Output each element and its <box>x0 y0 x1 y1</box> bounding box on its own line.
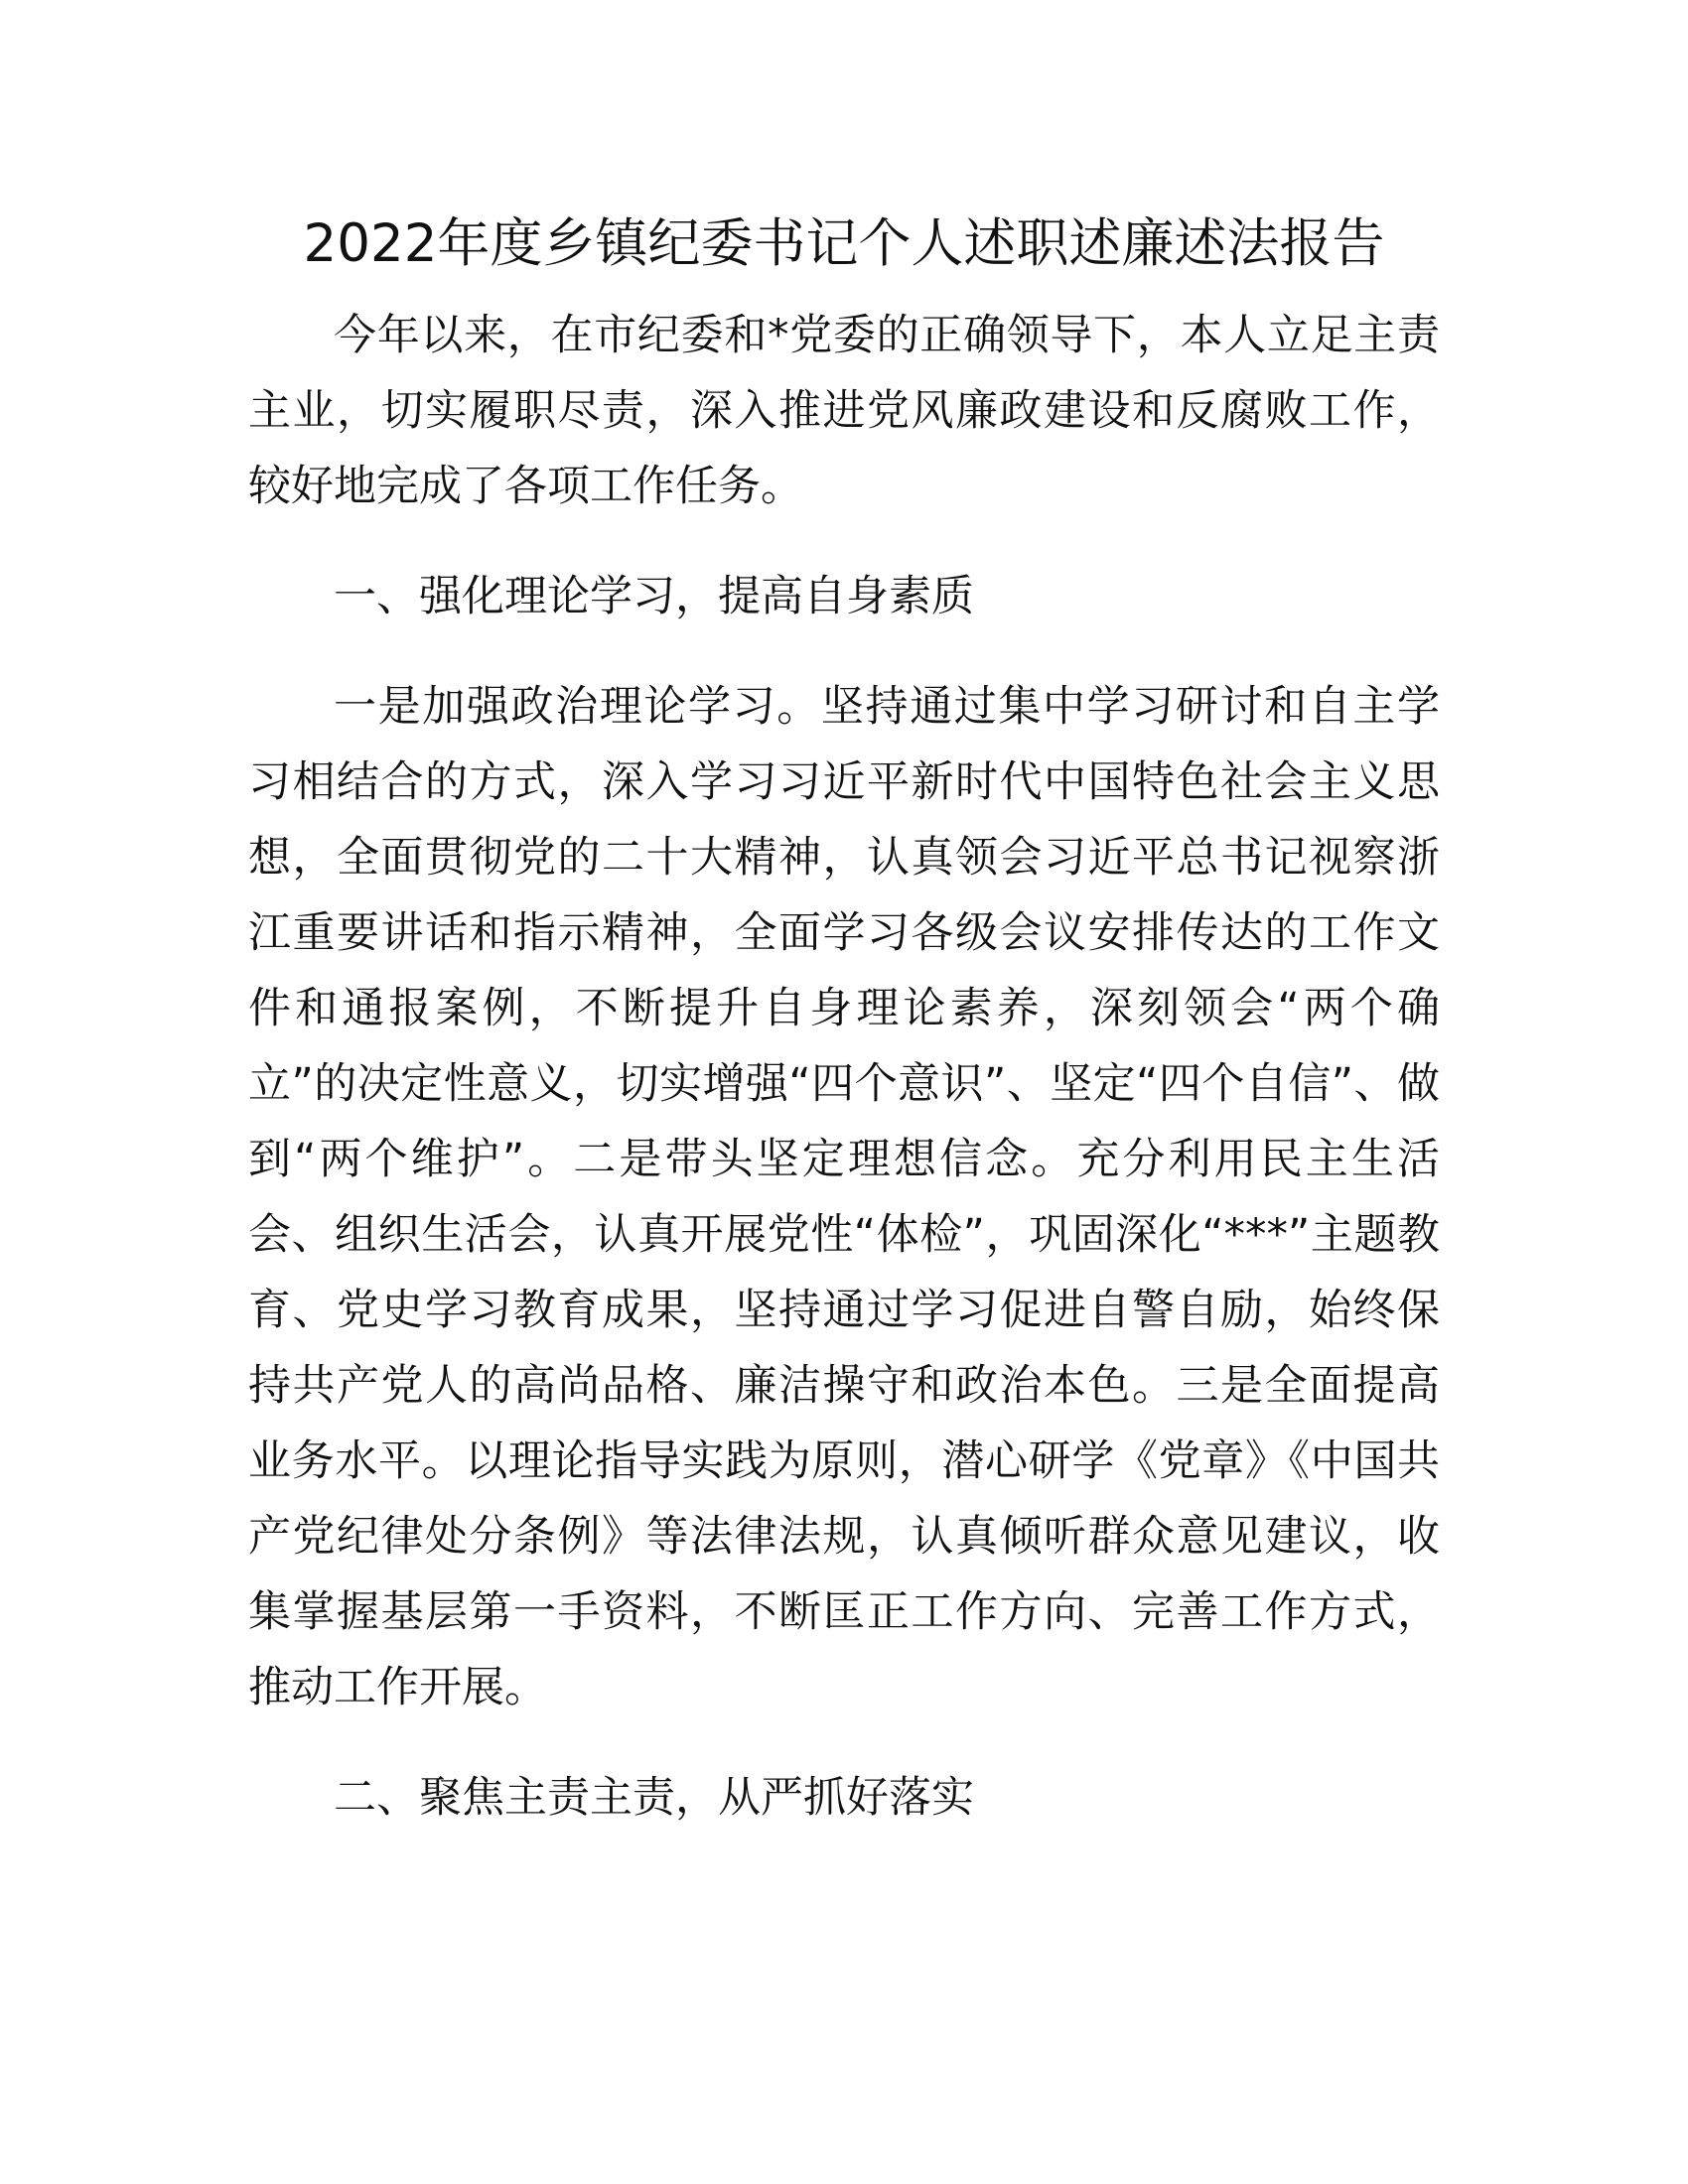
document-title: 2022年度乡镇纪委书记个人述职述廉述法报告 <box>303 213 1385 274</box>
intro-paragraph: 今年以来，在市纪委和*党委的正确领导下，本人立足主责主业，切实履职尽责，深入推进党风廉政建设和反腐败工作，较好地完成了各项工作任务。 <box>248 311 1440 511</box>
section-1-heading: 一、强化理论学习，提高自身素质 <box>334 572 974 621</box>
section-1-paragraph: 一是加强政治理论学习。坚持通过集中学习研讨和自主学习相结合的方式，深入学习习近平新时代中国特色社会主义思想，全面贯彻党的二十大精神，认真领会习近平总书记视察浙江重要讲话和指示精神，全面学习各级会议安排传达的工作文件和通报案例，不断提升自身理论素养，深刻领会“两个确立”的决定性意义，切实增强“四个意识”、坚定“四个自信”、做到“两个维护”。二是带头坚定理想信念。充分利用民主生活会、组织生活会，认真开展党性“体检”，巩固深化“***”主题教育、党史学习教育成果，坚持通过学习促进自警自励，始终保持共产党人的高尚品格、廉洁操守和政治本色。三是全面提高业务水平。以理论指导实践为原则，潜心研学《党章》《中国共产党纪律处分条例》等法律法规，认真倾听群众意见建议，收集掌握基层第一手资料，不断匡正工作方向、完善工作方式，推动工作开展。 <box>248 682 1440 1712</box>
document-body <box>248 298 1440 1836</box>
section-2-heading: 二、聚焦主责主责，从严抓好落实 <box>334 1773 974 1823</box>
